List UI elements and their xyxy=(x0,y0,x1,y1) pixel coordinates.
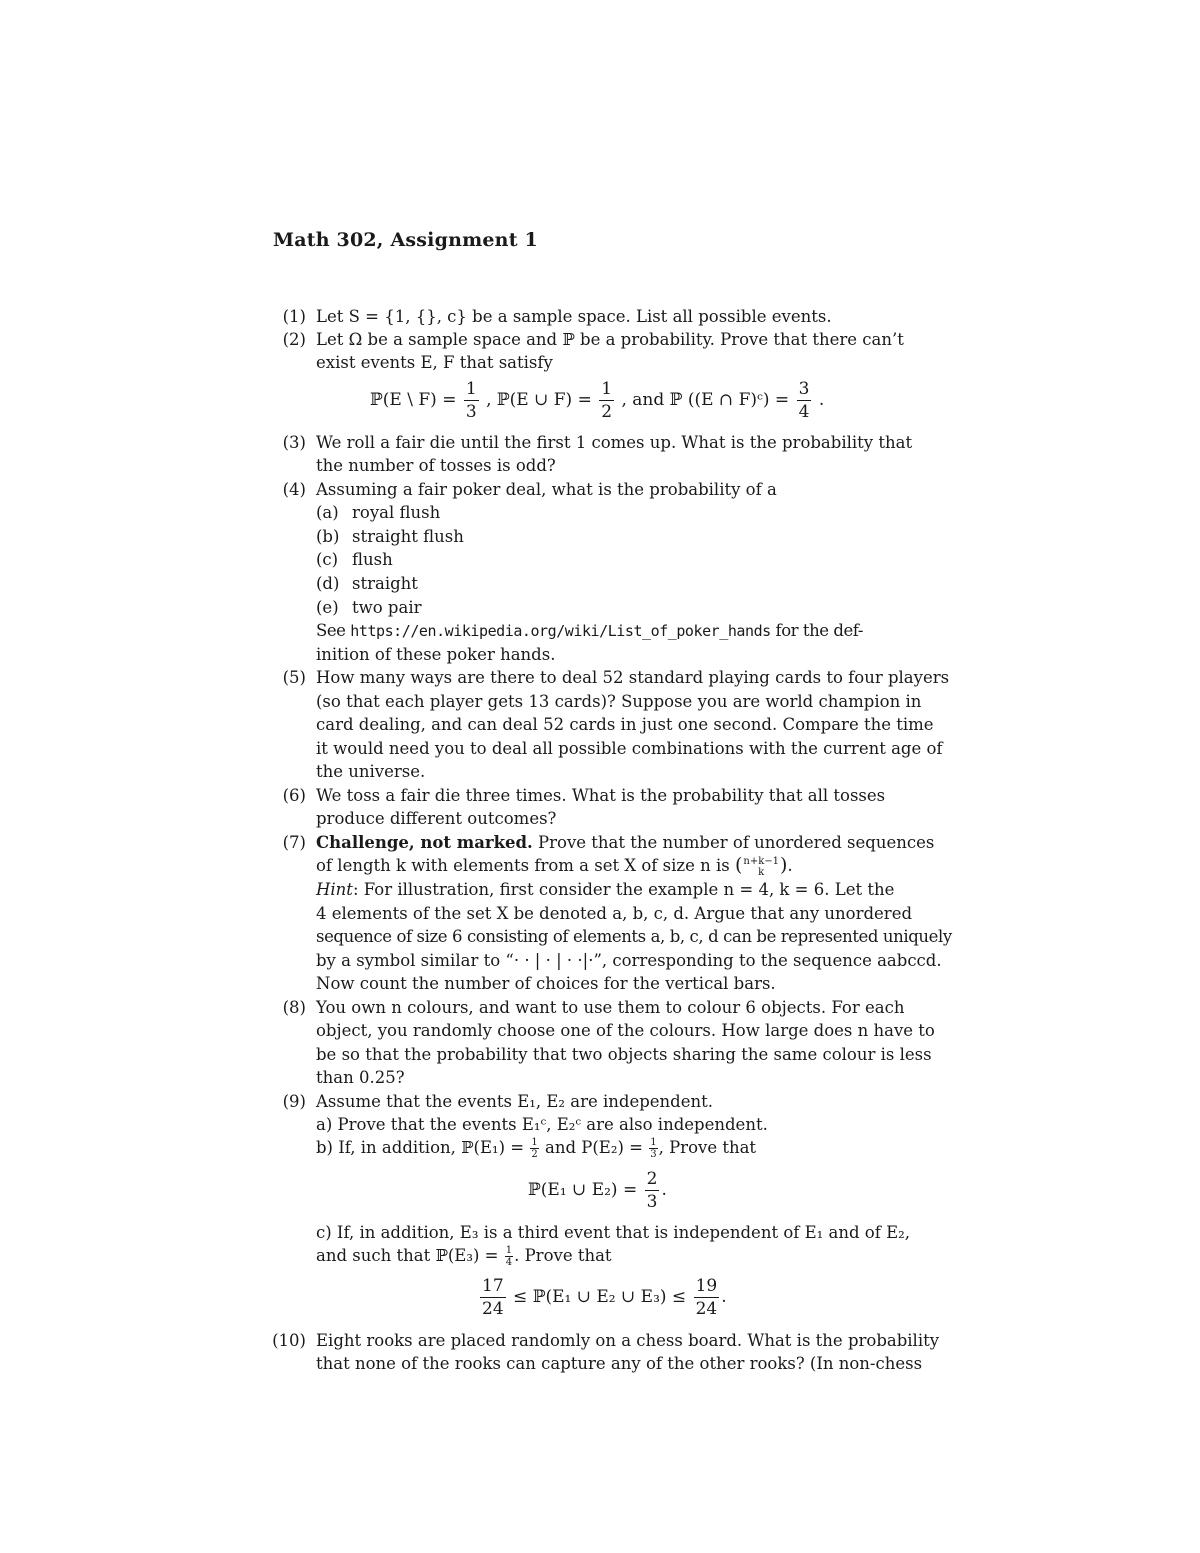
equation-part: . xyxy=(721,1287,727,1307)
question-number: (10) xyxy=(272,1331,306,1350)
question-text: and such that ℙ(E₃) = $\frac{1}{4}$ . Prove that xyxy=(316,1245,612,1268)
fraction: $\frac{1}{4}$ xyxy=(505,1245,513,1268)
fraction: $\frac{17}{24}$ xyxy=(482,1276,504,1319)
challenge-label: Challenge, not marked. xyxy=(316,833,533,852)
fraction: $\frac{2}{3}$ xyxy=(646,1169,658,1212)
question-text: See https://en.wikipedia.org/wiki/List_of_poker_hands for the def- xyxy=(316,621,864,640)
binomial: n+k−1 k xyxy=(743,855,779,878)
question-text: Assuming a fair poker deal, what is the probability of a xyxy=(316,480,777,499)
question-text: Eight rooks are placed randomly on a chess board. What is the probability xyxy=(316,1331,940,1350)
question-text: 4 elements of the set X be denoted a, b, c, d. Argue that any unordered xyxy=(316,904,913,923)
question-text: Let Ω be a sample space and ℙ be a probability. Prove that there can’t xyxy=(316,330,904,349)
question-text: b) If, in addition, ℙ(E₁) = $\frac{1}{2}$ and P(E₂) = $\frac{1}{3}$ , Prove that xyxy=(316,1137,757,1160)
fraction: $\frac{3}{4}$ xyxy=(798,379,810,422)
page-title: Math 302, Assignment 1 xyxy=(273,229,538,251)
fraction: $\frac{1}{3}$ xyxy=(465,379,477,422)
display-equation xyxy=(370,378,824,423)
question-number: (4) xyxy=(282,480,306,499)
question-number: (3) xyxy=(282,433,306,452)
question-text: that none of the rooks can capture any of the other rooks? (In non-chess xyxy=(316,1354,923,1373)
reference-link[interactable]: https://en.wikipedia.org/wiki/List_of_poker_hands xyxy=(350,622,771,640)
question-number: (6) xyxy=(282,786,306,805)
equation-part: ℙ(E \ F) = xyxy=(370,390,457,410)
hint-label: Hint xyxy=(316,880,353,899)
question-text: Let S = {1, {}, c} be a sample space. List all possible events. xyxy=(316,307,832,326)
equation-part: ≤ ℙ(E₁ ∪ E₂ ∪ E₃) ≤ xyxy=(513,1287,687,1307)
display-equation xyxy=(528,1168,667,1213)
question-text: (so that each player gets 13 cards)? Suppose you are world champion in xyxy=(316,692,922,711)
question-text: the universe. xyxy=(316,762,426,781)
question-text: Assume that the events E₁, E₂ are independent. xyxy=(316,1092,713,1111)
question-text: c) If, in addition, E₃ is a third event that is independent of E₁ and of E₂, xyxy=(316,1223,910,1242)
list-item: (c) flush xyxy=(316,550,393,569)
equation-part: . xyxy=(818,390,825,410)
question-number: (5) xyxy=(282,668,306,687)
question-text: We roll a fair die until the first 1 comes up. What is the probability that xyxy=(316,433,913,452)
question-text: object, you randomly choose one of the colours. How large does n have to xyxy=(316,1021,935,1040)
equation-part: ℙ(E₁ ∪ E₂) = xyxy=(528,1180,638,1200)
question-text: We toss a fair die three times. What is the probability that all tosses xyxy=(316,786,886,805)
fraction: $\frac{1}{3}$ xyxy=(650,1137,657,1160)
question-text: than 0.25? xyxy=(316,1068,405,1087)
question-text: produce different outcomes? xyxy=(316,809,557,828)
fraction: $\frac{1}{2}$ xyxy=(601,379,613,422)
fraction: $\frac{19}{24}$ xyxy=(695,1276,718,1319)
question-text: a) Prove that the events E₁ᶜ, E₂ᶜ are also independent. xyxy=(316,1115,768,1134)
equation-part: , and ℙ ((E ∩ F)ᶜ) = xyxy=(621,390,790,410)
equation-part: , ℙ(E ∪ F) = xyxy=(486,390,592,410)
question-text: sequence of size 6 consisting of elements a, b, c, d can be represented uniquely xyxy=(316,927,952,946)
list-item: (e) two pair xyxy=(316,598,422,617)
question-text: of length k with elements from a set X of size n is ( n+k−1 k ). xyxy=(316,854,793,878)
question-text: the number of tosses is odd? xyxy=(316,456,556,475)
question-text: by a symbol similar to “· · | · | · ·|·”, corresponding to the sequence aabccd. xyxy=(316,951,942,970)
list-item: (d) straight xyxy=(316,574,418,593)
question-text: be so that the probability that two objects sharing the same colour is less xyxy=(316,1045,932,1064)
question-number: (7) xyxy=(282,833,306,852)
question-text: Hint: For illustration, first consider the example n = 4, k = 6. Let the xyxy=(316,880,895,899)
display-equation xyxy=(478,1275,727,1320)
question-text: inition of these poker hands. xyxy=(316,645,556,664)
question-text: Challenge, not marked. Prove that the number of unordered sequences xyxy=(316,833,935,852)
question-text: You own n colours, and want to use them to colour 6 objects. For each xyxy=(316,998,905,1017)
list-item: (a) royal flush xyxy=(316,503,441,522)
question-number: (9) xyxy=(282,1092,306,1111)
question-text: exist events E, F that satisfy xyxy=(316,353,553,372)
question-text: How many ways are there to deal 52 standard playing cards to four players xyxy=(316,668,950,687)
question-text: Now count the number of choices for the vertical bars. xyxy=(316,974,776,993)
question-text: it would need you to deal all possible combinations with the current age of xyxy=(316,739,943,758)
question-number: (1) xyxy=(282,307,306,326)
question-number: (2) xyxy=(282,330,306,349)
question-number: (8) xyxy=(282,998,306,1017)
fraction: $\frac{1}{2}$ xyxy=(531,1137,538,1160)
list-item: (b) straight flush xyxy=(316,527,464,546)
equation-part: . xyxy=(661,1180,667,1200)
question-text: card dealing, and can deal 52 cards in just one second. Compare the time xyxy=(316,715,934,734)
